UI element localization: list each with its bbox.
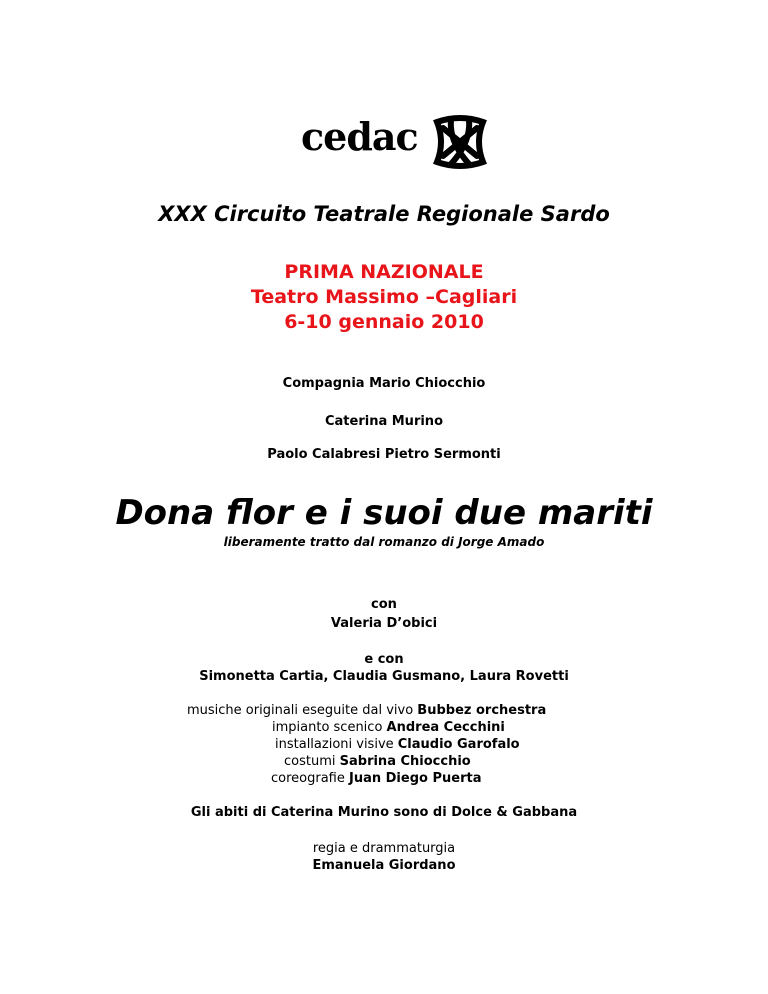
credit-role: musiche originali eseguite dal vivo: [187, 703, 418, 718]
logo-wordmark: cedac: [301, 114, 418, 159]
celtic-knot-icon: [429, 112, 491, 172]
credit-role: impianto scenico: [272, 720, 387, 735]
show-title: Dona flor e i suoi due mariti: [115, 493, 653, 533]
director-name: Emanuela Giordano: [312, 858, 456, 873]
credit-role: installazioni visive: [275, 737, 398, 752]
credit-name: Sabrina Chiocchio: [339, 754, 471, 769]
con-label: con: [371, 597, 397, 612]
credit-name: Juan Diego Puerta: [349, 771, 482, 786]
credit-name: Andrea Cecchini: [386, 720, 505, 735]
show-subtitle: liberamente tratto dal romanzo di Jorge Amado: [223, 535, 545, 549]
cedac-logo: [301, 112, 501, 172]
direction-label: regia e drammaturgia: [312, 841, 456, 856]
credit-name: Claudio Garofalo: [397, 737, 520, 752]
company-name: Compagnia Mario Chiocchio: [282, 376, 486, 391]
costume-note: Gli abiti di Caterina Murino sono di Dolce & Gabbana: [190, 805, 578, 820]
credit-role: costumi: [284, 754, 340, 769]
credit-line: [272, 720, 505, 735]
credit-role: coreografie: [271, 771, 349, 786]
premiere-dates: 6-10 gennaio 2010: [284, 311, 484, 333]
econ-label: e con: [364, 652, 404, 667]
lead-actor: Caterina Murino: [324, 414, 443, 429]
lead-actors-2: Paolo Calabresi Pietro Sermonti: [267, 447, 501, 462]
circuit-title: XXX Circuito Teatrale Regionale Sardo: [158, 202, 610, 226]
credit-line: [187, 703, 546, 718]
credit-line: [271, 771, 481, 786]
con-name: Valeria D’obici: [330, 616, 438, 631]
econ-names: Simonetta Cartia, Claudia Gusmano, Laura Rovetti: [199, 669, 569, 684]
credit-line: [275, 737, 520, 752]
premiere-venue: Teatro Massimo –Cagliari: [250, 286, 518, 308]
credit-line: [284, 754, 471, 769]
credit-name: Bubbez orchestra: [417, 703, 547, 718]
premiere-label: PRIMA NAZIONALE: [284, 261, 484, 283]
